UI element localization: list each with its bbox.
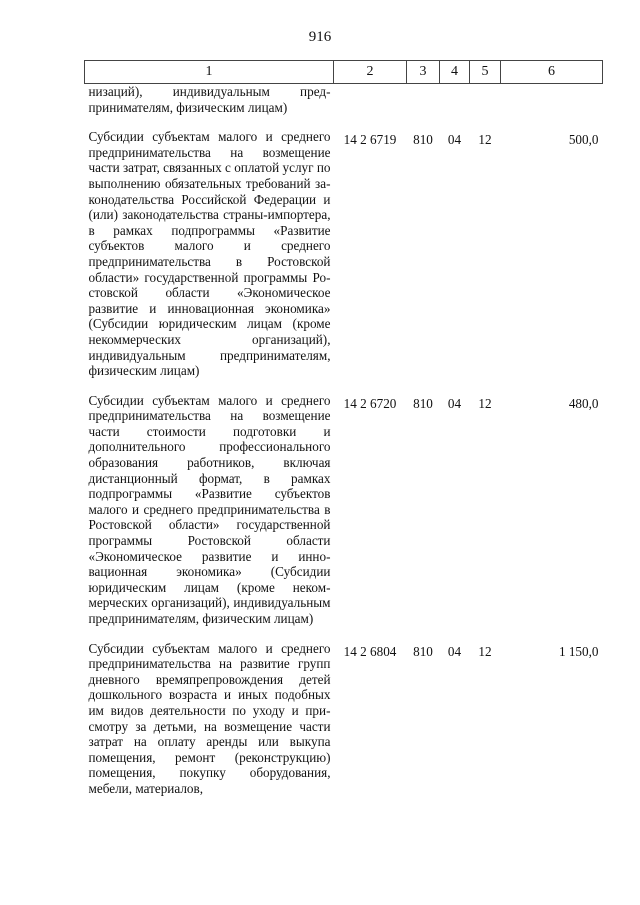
row-expense-type: 810 bbox=[413, 643, 433, 659]
page-number: 916 bbox=[308, 29, 332, 45]
budget-table bbox=[84, 60, 603, 797]
header-col-4: 4 bbox=[440, 61, 470, 84]
row-description: Субсидии субъектам малого и среднего предпринимательства на развитие групп дневного времяпрепровождения детей дошкольного возраста и иных подобных им видов деятельности по уходу и присмотру за детьми, на возмещение части затрат на оплату аренды или выкупа помещения, ремонт (реконструкцию) помещения, покупку оборудования, мебели, материалов, bbox=[88, 640, 331, 796]
row-gap bbox=[85, 115, 603, 129]
row-expense-type: 810 bbox=[413, 132, 433, 148]
table-header-row bbox=[85, 61, 603, 84]
row-amount: 1 150,0 bbox=[558, 643, 599, 659]
row-gap bbox=[85, 379, 603, 393]
header-col-3: 3 bbox=[407, 61, 440, 84]
row-section: 04 bbox=[447, 395, 462, 411]
row-subsection bbox=[470, 84, 501, 116]
row-amount: 500,0 bbox=[568, 132, 599, 148]
row-description: низаций), индивидуальным предпринимателям, физическим лицам) bbox=[88, 84, 331, 115]
header-col-1: 1 bbox=[85, 61, 334, 84]
row-amount: 480,0 bbox=[568, 395, 599, 411]
row-code: 14 2 6804 bbox=[343, 643, 397, 659]
table-row bbox=[85, 84, 603, 116]
row-amount bbox=[501, 84, 603, 116]
row-description: Субсидии субъектам малого и среднего предпринимательства на возмещение части затрат, связанных с оплатой услуг по выполнению обязательных требований законодательства Российской Федерации и (или) законодательства страны-импортера, в рамках подпрограммы «Развитие субъектов малого и среднего предпринимательства в Ростовской области» государственной программы Ростовской области «Экономическое развитие и инновационная экономика» (Субсидии юридическим лицам (кроме некоммерческих организаций), индивидуальным предпринимателям, физическим лицам) bbox=[88, 129, 331, 379]
header-col-2: 2 bbox=[334, 61, 407, 84]
row-gap bbox=[85, 627, 603, 641]
row-code: 14 2 6720 bbox=[343, 395, 397, 411]
row-expense-type bbox=[407, 84, 440, 116]
row-section: 04 bbox=[447, 643, 462, 659]
row-expense-type: 810 bbox=[413, 395, 433, 411]
table-row bbox=[85, 641, 603, 797]
row-subsection: 12 bbox=[478, 643, 492, 659]
row-section: 04 bbox=[447, 132, 462, 148]
row-code bbox=[334, 84, 407, 116]
header-col-5: 5 bbox=[470, 61, 501, 84]
row-code: 14 2 6719 bbox=[343, 132, 397, 148]
table-row bbox=[85, 129, 603, 379]
header-col-6: 6 bbox=[501, 61, 603, 84]
row-section bbox=[440, 84, 470, 116]
row-description: Субсидии субъектам малого и среднего предпринимательства на возмещение части стоимости подготовки и дополнительного профессионального образования работников, включая дистанционный формат, в рамках подпрограммы «Развитие субъектов малого и среднего предпринимательства в Ростовской области» государственной программы Ростовской области «Экономическое развитие и инновационная экономика» (Субсидии юридическим лицам (кроме некоммерческих организаций), индивидуальным предпринимателям, физическим лицам) bbox=[88, 392, 331, 626]
row-subsection: 12 bbox=[478, 132, 492, 148]
table-row bbox=[85, 393, 603, 627]
row-subsection: 12 bbox=[478, 395, 492, 411]
